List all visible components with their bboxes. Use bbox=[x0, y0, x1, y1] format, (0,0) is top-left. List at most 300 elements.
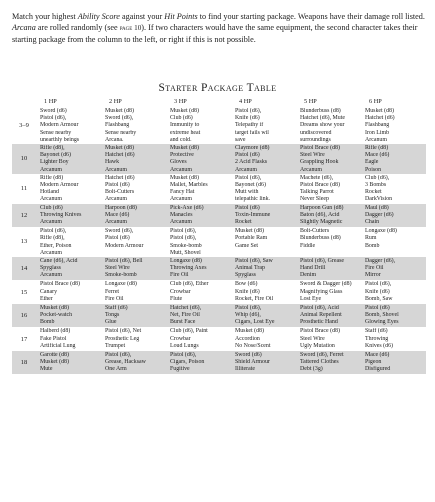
package-cell bbox=[166, 174, 231, 204]
package-item: Lighter Boy bbox=[40, 159, 69, 166]
table-row bbox=[12, 327, 426, 351]
package-item: Arcanum bbox=[40, 166, 62, 173]
table-row bbox=[12, 174, 426, 204]
package-item: Glue bbox=[105, 319, 117, 326]
page-reference: page 10 bbox=[119, 24, 142, 32]
package-item: Blunderbuss (d8) bbox=[300, 108, 341, 114]
package-cell bbox=[296, 174, 361, 204]
package-item: Gloves bbox=[170, 159, 187, 166]
package-item: Dagger (d6) bbox=[365, 211, 394, 218]
package-item: Chain bbox=[365, 219, 380, 226]
ability-score-term: Ability Score bbox=[77, 12, 120, 21]
package-item: telepathic link. bbox=[235, 196, 271, 203]
package-item: Fiddle bbox=[300, 242, 316, 249]
package-cell bbox=[361, 174, 426, 204]
package-item: Immunity to bbox=[170, 122, 200, 129]
package-item: Prosthetic Leg bbox=[105, 335, 140, 342]
package-item: Hatchet (d6) bbox=[365, 115, 395, 122]
package-item: Arcanum bbox=[170, 219, 192, 226]
package-cell bbox=[36, 174, 101, 204]
package-item: Pistol (d6), Saw bbox=[235, 257, 273, 264]
package-item: Harpoon Gun (d8) bbox=[300, 204, 344, 211]
package-item: Sword (d6) bbox=[235, 351, 262, 358]
table-row bbox=[12, 107, 426, 144]
package-item: Throwing Axes bbox=[170, 265, 207, 272]
package-cell bbox=[36, 107, 101, 144]
package-item: Steel Wire bbox=[300, 335, 325, 342]
package-item: Grease, Hacksaw bbox=[105, 359, 146, 366]
table-header-row bbox=[12, 96, 426, 107]
package-cell bbox=[231, 204, 296, 228]
package-item: Longaxe (d8) bbox=[170, 257, 202, 264]
package-item: Knife (d6) bbox=[235, 115, 260, 122]
package-item: Musket (d8) bbox=[40, 359, 69, 366]
package-item: Pistol (d6), bbox=[170, 235, 197, 242]
package-cell bbox=[296, 304, 361, 328]
package-cell bbox=[101, 227, 166, 257]
package-cell bbox=[36, 351, 101, 375]
package-item: 2 Acid Flasks bbox=[235, 159, 268, 166]
package-item: Mute bbox=[40, 366, 53, 373]
column-header: 5 HP bbox=[304, 97, 317, 105]
package-item: Maul (d8) bbox=[365, 204, 389, 211]
package-item: Pistol (d6), Bell bbox=[105, 257, 143, 264]
package-item: Club (d6) bbox=[40, 204, 63, 211]
package-item: Animal Trap bbox=[235, 265, 265, 272]
package-item: Hatchet (d6), Mute bbox=[300, 115, 345, 122]
package-item: Musket (d8) bbox=[105, 108, 134, 114]
package-item: Rum bbox=[365, 235, 377, 242]
package-cell bbox=[166, 204, 231, 228]
package-item: surroundings bbox=[300, 136, 331, 143]
package-item: Flute bbox=[170, 295, 183, 302]
package-item: Club (d6), Paint bbox=[170, 328, 208, 335]
package-item: Arcanum bbox=[105, 166, 127, 173]
package-cell bbox=[231, 280, 296, 304]
package-item: Pistol (d6), Acid bbox=[300, 304, 339, 311]
package-item: Ether bbox=[40, 295, 53, 302]
package-item: Never Sleep bbox=[300, 196, 329, 203]
package-item: Rifle (d8), bbox=[40, 145, 65, 152]
package-item: Accordion bbox=[235, 335, 260, 342]
package-item: Ether, Poison bbox=[40, 242, 72, 249]
package-item: Baton (d6), Acid bbox=[300, 211, 340, 218]
package-item: Bolt-Cutters bbox=[300, 228, 330, 235]
package-item: Illiterate bbox=[235, 366, 255, 373]
intro-text: are rolled randomly (see bbox=[35, 23, 120, 32]
package-item: Mace (d6) bbox=[105, 211, 130, 218]
package-item: Ferret bbox=[105, 288, 120, 295]
package-item: Rocket bbox=[365, 189, 382, 196]
package-item: Pistol (d6), Grease bbox=[300, 257, 345, 264]
roll-value: 15 bbox=[20, 288, 28, 296]
package-cell bbox=[231, 327, 296, 351]
package-item: Pistol (d6) bbox=[105, 182, 130, 189]
package-cell bbox=[166, 280, 231, 304]
package-item: Tongs bbox=[105, 312, 120, 319]
package-item: Modern Armour bbox=[105, 242, 144, 249]
package-cell bbox=[36, 204, 101, 228]
package-item: Spyglass bbox=[40, 265, 61, 272]
column-header bbox=[12, 96, 36, 107]
column-header: 6 HP bbox=[369, 97, 382, 105]
package-item: Pistol (d6) bbox=[235, 204, 260, 211]
package-cell bbox=[296, 351, 361, 375]
package-item: Fire Oil bbox=[170, 272, 189, 279]
package-item: Longaxe (d8) bbox=[105, 281, 137, 288]
package-item: Fake Pistol bbox=[40, 335, 67, 342]
package-item: Pistol (d6), bbox=[235, 304, 262, 311]
package-item: Knife (d6) bbox=[365, 288, 390, 295]
table-row bbox=[12, 227, 426, 257]
roll-value: 12 bbox=[12, 204, 36, 228]
package-item: Bow (d6) bbox=[235, 281, 258, 288]
package-item: Bayonet (d6) bbox=[235, 182, 266, 189]
package-cell bbox=[101, 327, 166, 351]
roll-value: 10 bbox=[12, 144, 36, 174]
package-item: Modern Armour bbox=[40, 182, 79, 189]
package-item: Bomb, Saw bbox=[365, 295, 393, 302]
package-item: Protective bbox=[170, 152, 194, 159]
package-cell bbox=[361, 327, 426, 351]
package-item: Lost Eye bbox=[300, 295, 322, 302]
package-cell bbox=[296, 280, 361, 304]
package-cell bbox=[36, 304, 101, 328]
package-cell bbox=[101, 174, 166, 204]
package-item: Claymore (d8) bbox=[235, 145, 270, 152]
package-item: Portable Ram bbox=[235, 235, 268, 242]
package-item: Mace (d6) bbox=[365, 351, 390, 358]
package-item: Flashbang bbox=[365, 122, 390, 129]
package-cell bbox=[361, 257, 426, 281]
package-item: Pistol (d6) bbox=[235, 152, 260, 159]
package-item: Spyglass bbox=[235, 272, 256, 279]
package-item: Machete (d6), bbox=[300, 174, 334, 181]
package-item: Steel Wire bbox=[105, 265, 130, 272]
package-item: Pistol Brace (d8) bbox=[300, 328, 340, 335]
package-item: Mutt, Shovel bbox=[170, 249, 201, 256]
package-item: No Nose/Scent bbox=[235, 342, 271, 349]
package-item: Cigars, Lost Eye bbox=[235, 319, 275, 326]
starter-package-table bbox=[12, 96, 426, 374]
package-cell bbox=[36, 257, 101, 281]
package-item: Hawk bbox=[105, 159, 120, 166]
package-item: unearthly beings bbox=[40, 136, 80, 143]
package-item: Rifle (d8), bbox=[40, 235, 65, 242]
package-item: Whip (d6), bbox=[235, 312, 261, 319]
package-cell bbox=[166, 327, 231, 351]
package-item: Hatchet (d6) bbox=[105, 152, 135, 159]
package-item: Sword (d6), Ferret bbox=[300, 351, 344, 358]
package-item: Arcana. bbox=[105, 136, 124, 143]
column-header: 2 HP bbox=[109, 97, 122, 105]
package-item: Rocket, Fire Oil bbox=[235, 295, 274, 302]
package-cell bbox=[36, 227, 101, 257]
package-item: Halberd (d8) bbox=[40, 328, 71, 335]
package-item: Flashbang bbox=[105, 122, 130, 129]
column-header: 4 HP bbox=[239, 97, 252, 105]
package-cell bbox=[296, 327, 361, 351]
package-item: Manacles bbox=[170, 211, 193, 218]
package-item: Bomb, Shovel bbox=[365, 312, 399, 319]
package-item: Sword (d6), bbox=[105, 228, 134, 235]
package-item: Sense nearby bbox=[105, 129, 137, 136]
table-row bbox=[12, 304, 426, 328]
package-item: Toxin-Immune bbox=[235, 211, 271, 218]
package-item: Pistol Brace (d8) bbox=[300, 145, 340, 152]
package-cell bbox=[166, 304, 231, 328]
package-item: and cold. bbox=[170, 136, 192, 143]
roll-value: 18 bbox=[12, 351, 36, 375]
table-row bbox=[12, 280, 426, 304]
package-item: Rocket bbox=[235, 219, 252, 226]
package-cell bbox=[101, 107, 166, 144]
package-item: Sword (d6), bbox=[105, 115, 134, 122]
package-item: Loud Lungs bbox=[170, 342, 199, 349]
package-item: One Arm bbox=[105, 366, 127, 373]
package-cell bbox=[166, 257, 231, 281]
package-item: Musket (d8) bbox=[365, 108, 394, 114]
table-body bbox=[12, 107, 426, 374]
intro-text: to find your starting package. Weapons have their damage roll listed. bbox=[197, 12, 425, 21]
package-item: Magnifying Glass bbox=[300, 288, 343, 295]
package-cell bbox=[361, 204, 426, 228]
package-item: Arcanum bbox=[105, 196, 127, 203]
package-cell bbox=[361, 280, 426, 304]
column-header: 1 HP bbox=[44, 97, 57, 105]
package-item: Game Set bbox=[235, 242, 259, 249]
roll-value: 17 bbox=[20, 335, 28, 343]
roll-value: 16 bbox=[12, 304, 36, 328]
package-item: Arcanum bbox=[170, 166, 192, 173]
package-item: Bayonet (d6) bbox=[40, 152, 71, 159]
package-item: Fire Oil bbox=[105, 295, 124, 302]
package-item: DarkVision bbox=[365, 196, 393, 203]
package-item: Arcanum bbox=[40, 219, 62, 226]
package-item: Artificial Lung bbox=[40, 342, 76, 349]
hit-points-term: Hit Points bbox=[164, 12, 198, 21]
package-cell bbox=[361, 227, 426, 257]
table-row bbox=[12, 144, 426, 174]
package-item: Pick-Axe (d6) bbox=[170, 204, 204, 211]
roll-value: 11 bbox=[20, 185, 28, 193]
package-item: Prosthetic Hand bbox=[300, 319, 338, 326]
package-cell bbox=[36, 144, 101, 174]
package-item: Smoke-bomb bbox=[170, 242, 202, 249]
package-cell bbox=[361, 107, 426, 144]
package-item: Dagger (d6), bbox=[365, 257, 396, 264]
package-item: Dreams show your bbox=[300, 122, 345, 129]
package-cell bbox=[101, 280, 166, 304]
package-cell bbox=[231, 174, 296, 204]
package-item: Knives (d6) bbox=[365, 342, 393, 349]
package-item: Mutt with bbox=[235, 189, 259, 196]
package-item: Arcanum bbox=[365, 136, 387, 143]
arcana-term: Arcana bbox=[12, 23, 36, 32]
package-item: Steel Wire bbox=[300, 152, 325, 159]
package-item: Musket (d8) bbox=[40, 304, 69, 311]
package-item: Pistol (d6), bbox=[105, 351, 132, 358]
package-item: Fugitive bbox=[170, 366, 190, 373]
package-item: target fails wil bbox=[235, 129, 269, 136]
package-cell bbox=[101, 351, 166, 375]
package-item: Hatchet (d6), bbox=[170, 304, 202, 311]
package-cell bbox=[231, 257, 296, 281]
package-item: Pistol (d6), bbox=[170, 351, 197, 358]
table-row bbox=[12, 257, 426, 281]
column-header: 3 HP bbox=[174, 97, 187, 105]
package-item: Knife (d6) bbox=[235, 288, 260, 295]
intro-paragraph bbox=[12, 11, 426, 45]
package-item: Rifle (d8) bbox=[40, 174, 64, 181]
package-item: Harpoon (d8) bbox=[105, 204, 137, 211]
package-cell bbox=[361, 304, 426, 328]
package-item: Hotland bbox=[40, 189, 59, 196]
package-item: Garotte (d8) bbox=[40, 351, 69, 358]
package-item: Sword & Dagger (d8) bbox=[300, 281, 352, 288]
package-item: Bomb bbox=[40, 319, 55, 326]
package-item: Sword (d6) bbox=[40, 108, 67, 114]
package-item: Rifle (d8) bbox=[365, 145, 389, 152]
table-row bbox=[12, 351, 426, 375]
roll-value: 14 bbox=[12, 257, 36, 281]
table-title: Starter Package Table bbox=[158, 82, 277, 94]
package-item: Talking Parrot bbox=[300, 189, 334, 196]
package-cell bbox=[296, 144, 361, 174]
package-item: Debt (3g) bbox=[300, 366, 323, 373]
package-item: Pistol (d6), bbox=[235, 174, 262, 181]
package-cell bbox=[166, 227, 231, 257]
package-item: Pistol (d6) bbox=[105, 235, 130, 242]
package-item: Musket (d8) bbox=[105, 145, 134, 152]
package-item: Pistol Brace (d8) bbox=[40, 281, 80, 288]
package-item: Blunderbuss (d8) bbox=[300, 235, 341, 242]
package-item: Tattered Clothes bbox=[300, 359, 339, 366]
package-item: Net, Fire Oil bbox=[170, 312, 200, 319]
package-item: Mallet, Marbles bbox=[170, 182, 208, 189]
package-cell bbox=[231, 304, 296, 328]
package-item: Modern Armour bbox=[40, 122, 79, 129]
package-item: Arcanum bbox=[40, 196, 62, 203]
package-cell bbox=[101, 304, 166, 328]
package-item: extreme heat bbox=[170, 129, 201, 136]
package-cell bbox=[101, 204, 166, 228]
package-item: Pistol Brace (d8) bbox=[300, 182, 340, 189]
package-item: Hand Drill bbox=[300, 265, 326, 272]
package-item: Grappling Hook bbox=[300, 159, 339, 166]
package-cell bbox=[361, 351, 426, 375]
package-item: Poison bbox=[365, 166, 382, 173]
package-item: Denim bbox=[300, 272, 317, 279]
package-item: Longaxe (d8) bbox=[365, 228, 397, 235]
package-item: Pistol (d6), bbox=[40, 228, 67, 235]
package-cell bbox=[101, 257, 166, 281]
package-item: Cane (d6), Acid bbox=[40, 257, 78, 264]
package-item: Fancy Hat bbox=[170, 189, 195, 196]
package-item: Trumpet bbox=[105, 342, 126, 349]
package-item: Club (d6), Ether bbox=[170, 281, 209, 288]
package-item: 3 Bombs bbox=[365, 182, 387, 189]
package-item: Ugly Mutation bbox=[300, 342, 335, 349]
intro-text: ). If two characters would have the same equipment, the second character takes their starting package from the column to the left, or right if this is not possible. bbox=[12, 23, 418, 44]
package-item: Crowbar bbox=[170, 288, 191, 295]
package-item: Canary bbox=[40, 288, 58, 295]
package-item: Animal Repellent bbox=[300, 312, 342, 319]
package-cell bbox=[36, 280, 101, 304]
table-row bbox=[12, 204, 426, 228]
package-cell bbox=[296, 227, 361, 257]
package-item: Musket (d8) bbox=[170, 108, 199, 114]
package-cell bbox=[166, 107, 231, 144]
package-item: Glowing Eyes bbox=[365, 319, 399, 326]
package-item: Pistol (d6), Net bbox=[105, 328, 142, 335]
package-cell bbox=[361, 144, 426, 174]
package-item: Crowbar bbox=[170, 335, 191, 342]
package-item: save bbox=[235, 136, 246, 143]
package-item: Shield Armour bbox=[235, 359, 270, 366]
package-item: Fire Oil bbox=[365, 265, 384, 272]
package-item: Staff (d6) bbox=[105, 304, 128, 311]
package-item: Club (d6) bbox=[170, 115, 193, 122]
package-item: Throwing Knives bbox=[40, 211, 82, 218]
package-item: Arcanum bbox=[105, 219, 127, 226]
package-item: Pistol (d6) bbox=[365, 304, 390, 311]
package-item: Arcanum bbox=[170, 196, 192, 203]
package-item: Cigars, Poison bbox=[170, 359, 205, 366]
package-cell bbox=[166, 144, 231, 174]
package-item: Disfigured bbox=[365, 366, 391, 373]
package-item: Bomb bbox=[365, 242, 380, 249]
package-cell bbox=[231, 351, 296, 375]
package-item: Musket (d8) bbox=[235, 328, 264, 335]
package-item: Pistol (d6), bbox=[365, 281, 392, 288]
package-item: Mirror bbox=[365, 272, 381, 279]
package-item: Pistol (d6), bbox=[40, 115, 67, 122]
package-item: Slightly Magnetic bbox=[300, 219, 343, 226]
package-item: Musket (d8) bbox=[170, 145, 199, 152]
package-cell bbox=[166, 351, 231, 375]
intro-text: against your bbox=[119, 12, 165, 21]
package-item: Arcanum bbox=[300, 166, 322, 173]
package-cell bbox=[296, 257, 361, 281]
package-item: Throwing bbox=[365, 335, 389, 342]
package-item: Pistol (d6), bbox=[235, 108, 262, 114]
package-item: Eagle bbox=[365, 159, 379, 166]
package-item: Musket (d8) bbox=[235, 228, 264, 235]
package-cell bbox=[36, 327, 101, 351]
package-item: undiscovered bbox=[300, 129, 332, 136]
package-cell bbox=[231, 107, 296, 144]
package-item: Burst Face bbox=[170, 319, 196, 326]
package-item: Musket (d8) bbox=[170, 174, 199, 181]
package-item: Arcanum bbox=[40, 249, 62, 256]
package-item: Bolt-Cutters bbox=[105, 189, 135, 196]
package-cell bbox=[101, 144, 166, 174]
roll-value: 3–9 bbox=[19, 121, 29, 129]
package-item: Sense nearby bbox=[40, 129, 72, 136]
package-item: Staff (d6) bbox=[365, 328, 388, 335]
package-item: Smoke-bomb bbox=[105, 272, 137, 279]
package-item: Arcanum bbox=[235, 166, 257, 173]
package-item: Hatchet (d6) bbox=[105, 174, 135, 181]
package-item: Pocket-watch bbox=[40, 312, 73, 319]
package-cell bbox=[231, 144, 296, 174]
package-item: Mace (d6) bbox=[365, 152, 390, 159]
package-item: Telepathy if bbox=[235, 122, 264, 129]
package-item: Arcanum bbox=[40, 272, 62, 279]
package-item: Pistol (d6), bbox=[170, 228, 197, 235]
package-cell bbox=[296, 107, 361, 144]
